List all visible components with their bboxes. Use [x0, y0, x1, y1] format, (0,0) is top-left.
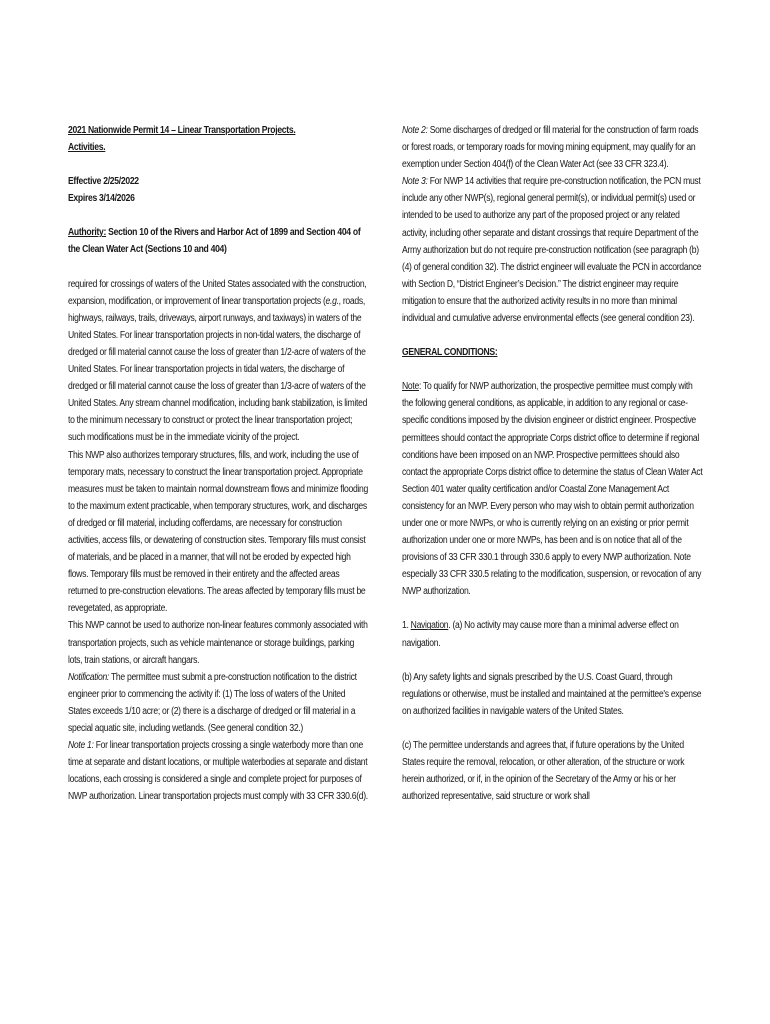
note-2-label: Note 2: — [402, 125, 428, 136]
right-column — [402, 122, 704, 805]
non-linear-features-paragraph: This NWP cannot be used to authorize non-linear features commonly associated with transportation projects, such as vehicle maintenance or storage buildings, parking lots, train stations, or aircraft hangars. — [68, 620, 368, 666]
condition-1b-paragraph: (b) Any safety lights and signals prescribed by the U.S. Coast Guard, through regulations or otherwise, must be installed and maintained at the permittee's expense on authorized facilities in navigable waters of the United States. — [402, 671, 702, 717]
notification-label: Notification: — [68, 671, 110, 683]
right-column-text — [402, 122, 704, 805]
authority-statement: Authority: Section 10 of the Rivers and Harbor Act of 1899 and Section 404 of the Clean Water Act (Sections 10 and 404) — [68, 227, 361, 256]
left-column-text — [68, 122, 368, 805]
effective-date: Effective 2/25/2022 — [68, 176, 139, 188]
expiration-date: Expires 3/14/2026 — [68, 193, 135, 205]
note-label: Note — [402, 381, 419, 393]
general-conditions-note: Note: To qualify for NWP authorization, the prospective permittee must comply with the following general conditions, as applicable, in addition to any regional or case-specific conditions imposed by the division engineer or district engineer. Prospective permittees should contact the appropriate Corps district office to determine if regional conditions have been imposed on an NWP. Prospective permittees should also contact the appropriate Corps district office to determine the status of Clean Water Act Section 401 water quality certification and/or Coastal Zone Management Act consistency for an NWP. Every person who may wish to obtain permit authorization under one or more NWPs, or who is currently relying on an existing or prior permit authorization under one or more NWPs, has been and is on notice that all of the provisions of 33 CFR 330.1 through 330.6 apply to every NWP authorization. Note especially 33 CFR 330.5 relating to the modification, suspension, or revocation of any NWP authorization. — [402, 381, 703, 598]
permit-title: 2021 Nationwide Permit 14 – Linear Transportation Projects. Activities. — [68, 125, 296, 154]
scope-paragraph: required for crossings of waters of the United States associated with the construction, expansion, modification, or improvement of linear transportation projects (e.g., roads, highways, railways, trails, driveways, airport runways, and taxiways) in waters of the United States. For linear transportation projects in non-tidal waters, the discharge of dredged or fill material cannot cause the loss of greater than 1/2-acre of waters of the United States. For linear transportation projects in tidal waters, the discharge of dredged or fill material cannot cause the loss of greater than 1/3-acre of waters of the United States. Any stream channel modification, including bank stabilization, is limited to the minimum necessary to construct or protect the linear transportation project; such modifications must be in the immediate vicinity of the project. — [68, 278, 368, 444]
note-1-label: Note 1: — [68, 740, 94, 752]
condition-1c-paragraph: (c) The permittee understands and agrees that, if future operations by the United States require the removal, relocation, or other alteration, of the structure or work herein authorized, or if, in the opinion of the Secretary of the Army or his or her authorized representative, said structure or work shall — [402, 739, 685, 803]
note-2-paragraph: Note 2: Some discharges of dredged or fill material for the construction of farm roads or forest roads, or temporary roads for moving mining equipment, may qualify for an exemption under Section 404(f) of the Clean Water Act (see 33 CFR 323.4). — [402, 125, 699, 171]
condition-1-navigation: 1. Navigation. (a) No activity may cause more than a minimal adverse effect on navigation. — [402, 620, 679, 649]
authority-label: Authority: — [68, 227, 107, 239]
effective-dates — [68, 173, 368, 207]
note-3-paragraph: Note 3: For NWP 14 activities that require pre-construction notification, the PCN must include any other NWP(s), regional general permit(s), or individual permit(s) used or intended to be used to authorize any part of the proposed project or any related activity, including other separate and distant crossings that require Department of the Army authorization but do not require pre-construction notification (see paragraph (b)(4) of general condition 32). The district engineer will evaluate the PCN in accordance with Section D, “District Engineer’s Decision.” The district engineer may require mitigation to ensure that the authorized activity results in no more than minimal individual and cumulative adverse environmental effects (see general condition 23). — [402, 176, 702, 325]
navigation-label: Navigation — [410, 620, 449, 632]
left-column — [68, 122, 368, 805]
note-3-label: Note 3: — [402, 176, 428, 188]
temporary-structures-paragraph: This NWP also authorizes temporary structures, fills, and work, including the use of temporary mats, necessary to construct the linear transportation project. Appropriate measures must be taken to maintain normal downstream flows and minimize flooding to the maximum extent practicable, when temporary structures, work, and discharges of dredged or fill material, including cofferdams, are necessary for construction activities, access fills, or dewatering of construction sites. Temporary fills must consist of materials, and be placed in a manner, that will not be eroded by expected high flows. Temporary fills must be removed in their entirety and the affected areas returned to pre-construction elevations. The areas affected by temporary fills must be revegetated, as appropriate. — [68, 449, 369, 615]
general-conditions-heading: GENERAL CONDITIONS: — [402, 347, 498, 359]
note-1-paragraph: Note 1: For linear transportation projects crossing a single waterbody more than one time at separate and distant locations, or multiple waterbodies at separate and distant locations, each crossing is considered a single and complete project for purposes of NWP authorization. Linear transportation projects must comply with 33 CFR 330.6(d). — [68, 740, 368, 803]
notification-paragraph: Notification: The permittee must submit a pre-construction notification to the district engineer prior to commencing the activity if: (1) The loss of waters of the United States exceeds 1/10 acre; or (2) there is a discharge of dredged or fill material in a special aquatic site, including wetlands. (See general condition 32.) — [68, 671, 357, 734]
